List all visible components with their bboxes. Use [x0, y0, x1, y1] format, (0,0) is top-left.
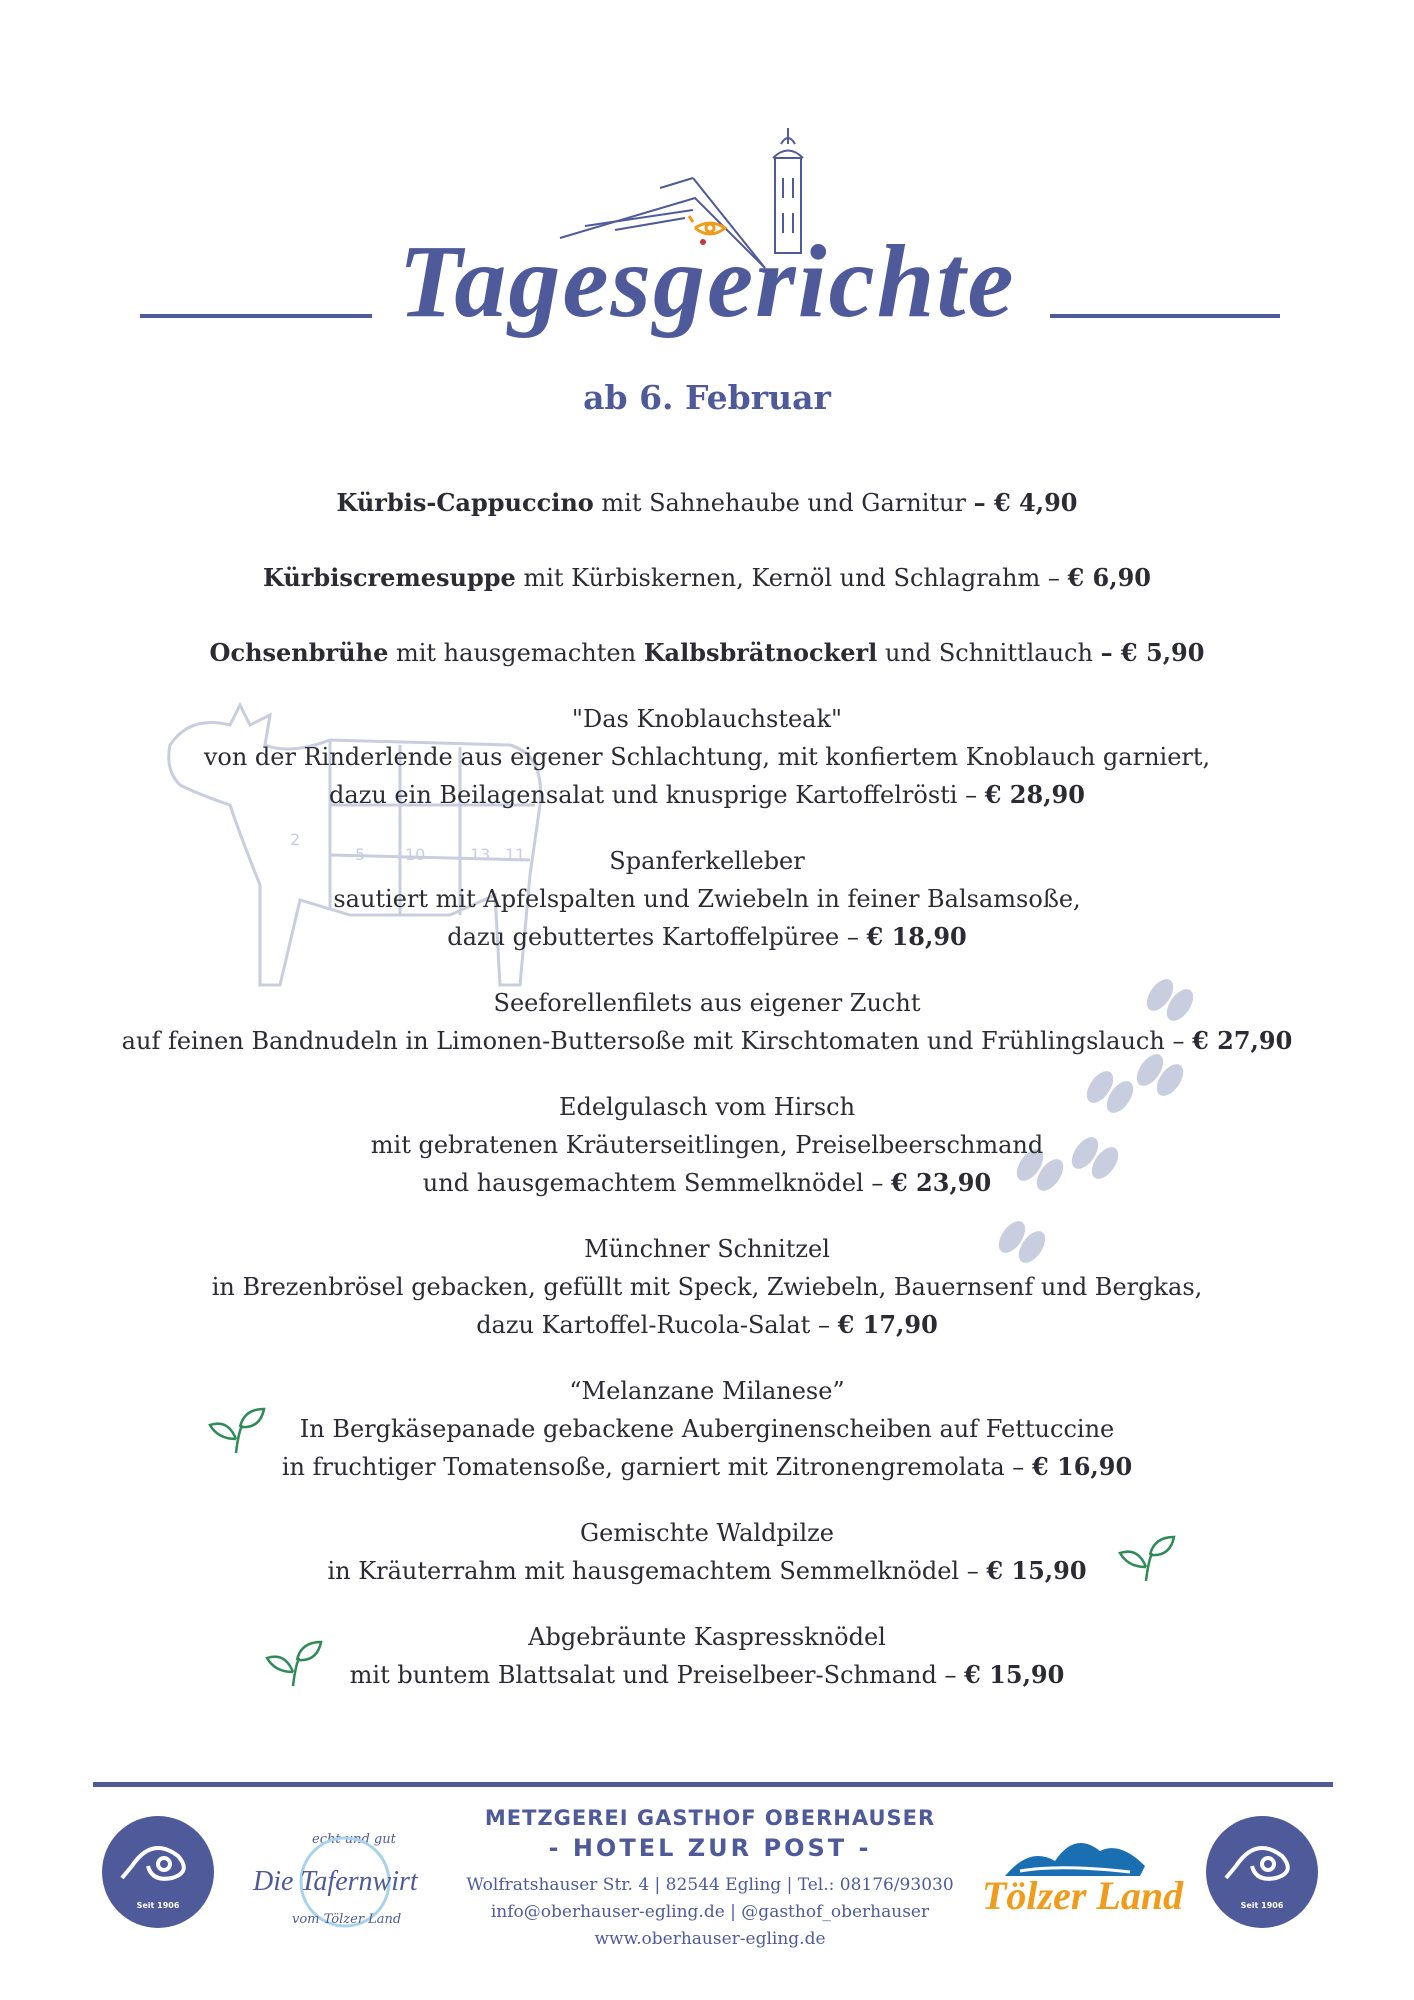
- posthorn-seal-left: [102, 1816, 214, 1928]
- dish-knoblauchsteak: [0, 700, 1414, 814]
- toelzer-land-logo-text: Tölzer Land: [982, 1873, 1184, 1918]
- dish-title-extra: Kalbsbrätnockerl: [643, 638, 878, 667]
- posthorn-seal-right: [1206, 1816, 1318, 1928]
- dish-description: in Kräuterrahm mit hausgemachtem Semmelknödel –: [327, 1557, 987, 1585]
- dish-price: € 16,90: [1031, 1452, 1133, 1481]
- dish-price: € 15,90: [986, 1556, 1087, 1585]
- dish-description: von der Rinderlende aus eigener Schlachtung, mit konfiertem Knoblauch garniert,: [203, 743, 1211, 771]
- dish-description: mit buntem Blattsalat und Preiselbeer-Schmand –: [349, 1661, 965, 1689]
- daily-dishes-list: [0, 484, 1414, 1694]
- dish-gemischte-waldpilze: [0, 1514, 1414, 1590]
- dish-price: € 28,90: [984, 780, 1085, 809]
- dish-description: auf feinen Bandnudeln in Limonen-Buttersoße mit Kirschtomaten und Frühlingslauch –: [121, 1027, 1193, 1055]
- dish-description: mit Kürbiskernen, Kernöl und Schlagrahm –: [515, 564, 1068, 592]
- dish-kuerbis-cappuccino: [0, 484, 1414, 522]
- dish-price: € 18,90: [866, 922, 967, 951]
- dish-description: mit gebratenen Kräuterseitlingen, Preiselbeerschmand: [370, 1131, 1044, 1159]
- dish-title: Ochsenbrühe: [209, 638, 389, 667]
- dish-title: Edelgulasch vom Hirsch: [558, 1093, 856, 1121]
- address: Wolfratshauser Str. 4 | 82544 Egling | Tel.: 08176/93030: [466, 1875, 954, 1895]
- page-title: Tagesgerichte: [398, 224, 1016, 339]
- hotel-name: - HOTEL ZUR POST -: [548, 1834, 872, 1862]
- vegetarian-leaf-icon: [1118, 1533, 1178, 1583]
- svg-text:5: 5: [355, 845, 366, 864]
- dish-description: mit Sahnehaube und Garnitur: [593, 489, 974, 517]
- dish-edelgulasch: [0, 1088, 1414, 1202]
- dish-description-extra: und Schnittlauch: [877, 639, 1101, 667]
- dish-ochsenbruehe: [0, 634, 1414, 672]
- dish-description: In Bergkäsepanade gebackene Auberginenscheiben auf Fettuccine: [299, 1415, 1115, 1443]
- website-link[interactable]: www.oberhauser-egling.de: [594, 1929, 826, 1949]
- dish-spanferkelleber: [0, 842, 1414, 956]
- dish-price: € 27,90: [1192, 1026, 1293, 1055]
- dish-title: Spanferkelleber: [609, 847, 805, 875]
- svg-text:11: 11: [505, 845, 526, 864]
- svg-text:13: 13: [470, 845, 491, 864]
- svg-text:2: 2: [290, 830, 301, 849]
- vegetarian-leaf-icon: [265, 1638, 325, 1688]
- dish-price: € 17,90: [837, 1310, 938, 1339]
- dish-price: € 15,90: [964, 1660, 1065, 1689]
- footer-rule: [93, 1782, 1333, 1787]
- tafernwirt-subtitle: vom Tölzer Land: [292, 1912, 402, 1927]
- page-subtitle: ab 6. Februar: [583, 378, 831, 417]
- posthorn-icon: [102, 1816, 214, 1906]
- dish-description: dazu ein Beilagensalat und knusprige Kartoffelrösti –: [329, 781, 985, 809]
- dish-kaspressknoedel: [0, 1618, 1414, 1694]
- dish-title: Abgebräunte Kaspressknödel: [528, 1623, 886, 1651]
- dish-title: “Melanzane Milanese”: [569, 1377, 845, 1405]
- dish-title: Kürbiscremesuppe: [263, 563, 516, 592]
- dish-description: sautiert mit Apfelspalten und Zwiebeln in feiner Balsamsoße,: [333, 885, 1081, 913]
- company-name: METZGEREI GASTHOF OBERHAUSER: [484, 1806, 936, 1830]
- dish-seeforellenfilets: [0, 984, 1414, 1060]
- svg-text:10: 10: [405, 845, 426, 864]
- dish-description: dazu gebuttertes Kartoffelpüree –: [447, 923, 867, 951]
- dish-title: Gemischte Waldpilze: [580, 1519, 834, 1547]
- dish-title: "Das Knoblauchsteak": [571, 705, 843, 733]
- dish-price: – € 5,90: [1100, 638, 1205, 667]
- dish-title: Münchner Schnitzel: [584, 1235, 830, 1263]
- vegetarian-leaf-icon: [208, 1405, 268, 1455]
- posthorn-icon: [1206, 1816, 1318, 1906]
- dish-description: und hausgemachtem Semmelknödel –: [422, 1169, 891, 1197]
- dish-kuerbiscremesuppe: [0, 559, 1414, 597]
- dish-price: € 23,90: [890, 1168, 992, 1197]
- dish-description: mit hausgemachten: [388, 639, 644, 667]
- tafernwirt-logo-text: Die Tafernwirt: [253, 1866, 418, 1897]
- seal-text: Seit 1906: [1240, 1901, 1284, 1910]
- dish-price: – € 4,90: [973, 488, 1078, 517]
- tafernwirt-tagline: echt und gut: [312, 1832, 396, 1847]
- dish-description: in Brezenbrösel gebacken, gefüllt mit Speck, Zwiebeln, Bauernsenf und Bergkas,: [211, 1273, 1203, 1301]
- dish-title: Seeforellenfilets aus eigener Zucht: [493, 989, 921, 1017]
- seal-text: Seit 1906: [136, 1901, 180, 1910]
- dish-price: € 6,90: [1067, 563, 1151, 592]
- dish-title: Kürbis-Cappuccino: [336, 488, 594, 517]
- dish-muenchner-schnitzel: [0, 1230, 1414, 1344]
- dish-description: in fruchtiger Tomatensoße, garniert mit Zitronengremolata –: [281, 1453, 1032, 1481]
- email-social: info@oberhauser-egling.de | @gasthof_oberhauser: [490, 1902, 930, 1922]
- dish-description: dazu Kartoffel-Rucola-Salat –: [476, 1311, 838, 1339]
